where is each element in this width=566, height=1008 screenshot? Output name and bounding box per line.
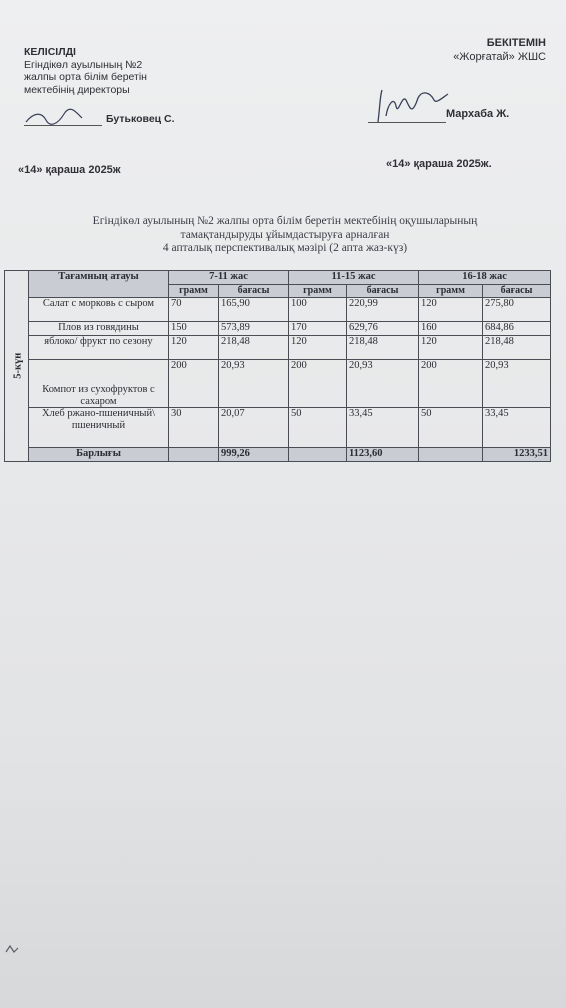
price-value: 218,48: [219, 336, 289, 360]
gram-value: 50: [289, 408, 347, 448]
age-group-header: 16-18 жас: [419, 271, 551, 285]
total-11-15: 1123,60: [347, 448, 419, 462]
table-row: [5, 336, 551, 360]
gram-value: 120: [419, 336, 483, 360]
approval-block-left: [24, 46, 224, 96]
gram-value: 200: [169, 360, 219, 408]
right-date: «14» қараша 2025ж.: [386, 158, 492, 170]
table-row: [5, 322, 551, 336]
price-value: 20,93: [347, 360, 419, 408]
gram-value: 150: [169, 322, 219, 336]
gram-value: 120: [419, 298, 483, 322]
gram-value: 120: [289, 336, 347, 360]
gram-value: 100: [289, 298, 347, 322]
table-row: [5, 298, 551, 322]
right-signature-icon: [372, 86, 452, 124]
right-signatory: Мархаба Ж.: [446, 108, 510, 120]
menu-table: [4, 270, 551, 462]
price-value: 275,80: [483, 298, 551, 322]
total-16-18: 1233,51: [483, 448, 551, 462]
age-group-header: 7-11 жас: [169, 271, 289, 285]
age-group-header: 11-15 жас: [289, 271, 419, 285]
day-cell: [5, 271, 29, 462]
document-heading: [30, 215, 540, 256]
price-value: 165,90: [219, 298, 289, 322]
gram-value: 170: [289, 322, 347, 336]
smudge-mark-icon: [0, 930, 40, 970]
day-label: 5-күн: [12, 352, 24, 380]
price-value: 20,93: [483, 360, 551, 408]
gram-value: 50: [419, 408, 483, 448]
approval-block-right: [346, 36, 546, 64]
price-value: 33,45: [483, 408, 551, 448]
gram-value: 200: [289, 360, 347, 408]
left-signature-icon: [24, 108, 84, 126]
agreed-title: КЕЛІСІЛДІ: [24, 46, 76, 58]
approved-title: БЕКІТЕМІН: [486, 37, 546, 49]
price-header: бағасы: [219, 285, 289, 298]
dish-name: яблоко/ фрукт по сезону: [29, 336, 169, 360]
gram-header: грамм: [169, 285, 219, 298]
right-signature-rule: [368, 122, 446, 123]
heading-line-3: 4 апталық перспективалық мәзірі (2 апта жаз-күз): [162, 242, 408, 254]
agreed-line-1: Егіндікөл ауылының №2: [24, 58, 143, 71]
dish-name: Компот из сухофруктов с сахаром: [29, 360, 169, 408]
price-value: 33,45: [347, 408, 419, 448]
gram-value: 200: [419, 360, 483, 408]
dish-name: Плов из говядины: [29, 322, 169, 336]
price-value: 573,89: [219, 322, 289, 336]
dish-name: Салат с морковь с сыром: [29, 298, 169, 322]
price-value: 218,48: [347, 336, 419, 360]
dish-header: Тағамның атауы: [29, 271, 169, 298]
price-header: бағасы: [483, 285, 551, 298]
gram-value: 160: [419, 322, 483, 336]
heading-line-2: тамақтандыруды ұйымдастыруға арналған: [180, 228, 390, 241]
left-signature-line: [24, 108, 204, 130]
price-value: 20,07: [219, 408, 289, 448]
right-signature-line: [350, 86, 550, 126]
price-value: 220,99: [347, 298, 419, 322]
gram-value: 120: [169, 336, 219, 360]
price-value: 629,76: [347, 322, 419, 336]
gram-header: грамм: [289, 285, 347, 298]
heading-line-1: Егіндікөл ауылының №2 жалпы орта білім беретін мектебінің оқушыларының: [92, 215, 478, 227]
total-7-11: 999,26: [219, 448, 289, 462]
dish-name: Хлеб ржано-пшеничный\ пшеничный: [29, 408, 169, 448]
price-value: 20,93: [219, 360, 289, 408]
price-header: бағасы: [347, 285, 419, 298]
approved-org: «Жорғатай» ЖШС: [453, 51, 546, 63]
gram-value: 70: [169, 298, 219, 322]
left-signature-rule: [24, 125, 102, 126]
table-row: [5, 408, 551, 448]
total-row: [5, 448, 551, 462]
left-signatory: Бутьковец С.: [106, 113, 175, 125]
left-date: «14» қараша 2025ж: [18, 164, 121, 176]
gram-header: грамм: [419, 285, 483, 298]
price-value: 684,86: [483, 322, 551, 336]
agreed-line-2: жалпы орта білім беретін: [24, 71, 147, 83]
agreed-line-3: мектебінің директоры: [24, 83, 130, 96]
table-row: [5, 360, 551, 408]
price-value: 218,48: [483, 336, 551, 360]
gram-value: 30: [169, 408, 219, 448]
total-label: Барлығы: [29, 448, 169, 462]
